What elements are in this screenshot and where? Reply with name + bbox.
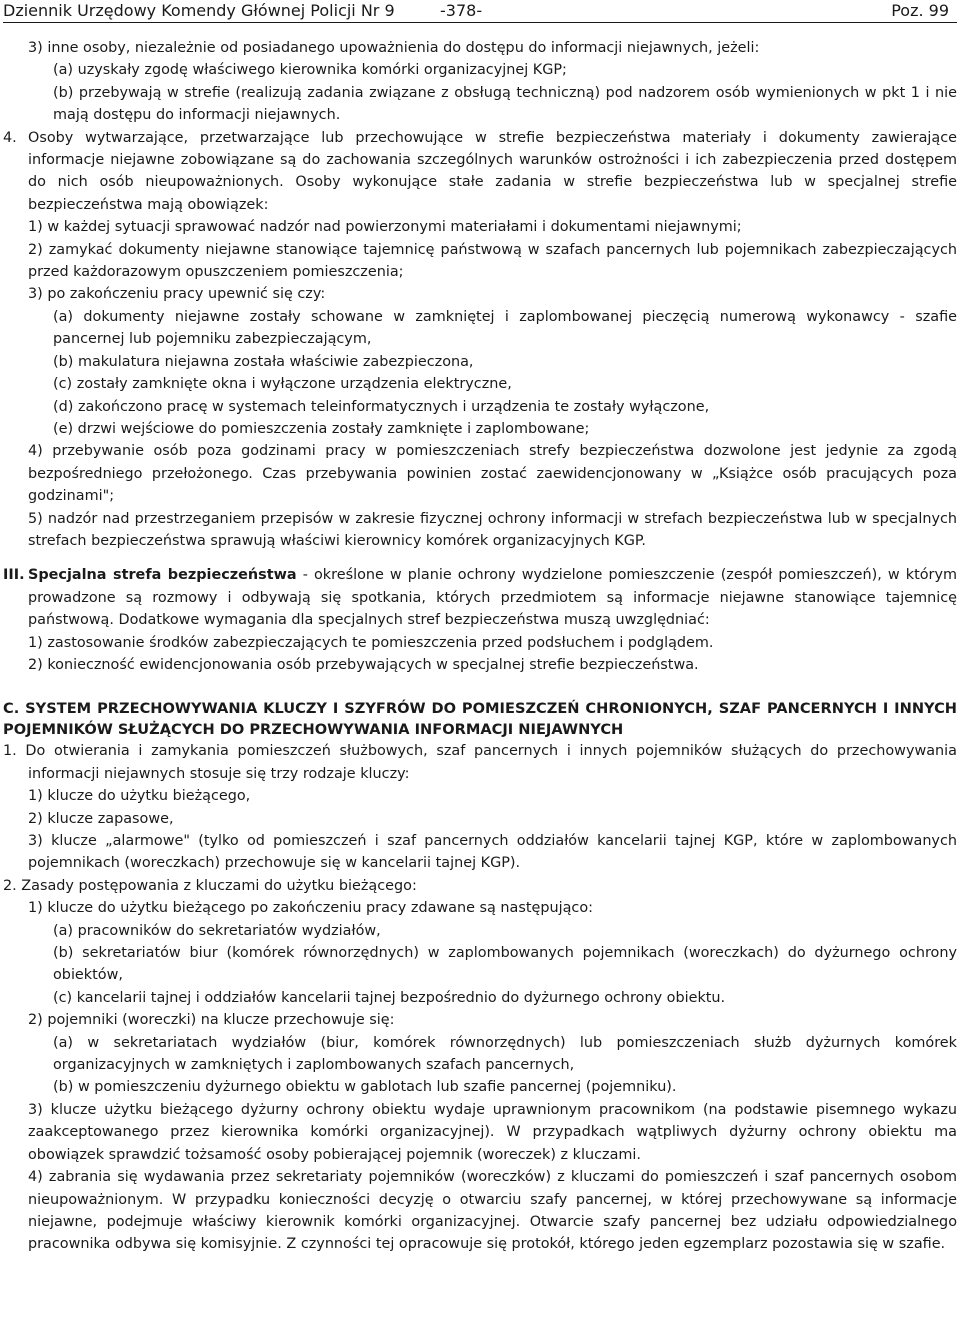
section-iii-point-1-text: 1) zastosowanie środków zabezpieczających te pomieszczenia przed podsłuchem i podglądem.: [28, 634, 714, 651]
item-4-point-3d: [3, 396, 957, 418]
item-4-point-1-text: 1) w każdej sytuacji sprawować nadzór nad powierzonymi materiałami i dokumentami niejawnymi;: [28, 219, 742, 236]
section-iii-text: - określone w planie ochrony wydzielone pomieszczenie (zespół pomieszczeń), w którym prowadzone są rozmowy i odbywają się spotkania, których przedmiotem są informacje niejawne stanowiące tajemnicę państwową. Dodatkowe wymagania dla specjalnych stref bezpieczeństwa muszą uwzględniać:: [28, 567, 957, 629]
section-iii: [3, 564, 957, 631]
section-c-item-2-1c-text: (c) kancelarii tajnej i oddziałów kancelarii tajnej bezpośrednio do dyżurnego ochrony obiektu.: [53, 989, 726, 1006]
item-4-point-4: [3, 440, 957, 507]
item-4-point-2: [3, 239, 957, 284]
item-4-point-3: [3, 283, 957, 305]
item-3-a-text: (a) uzyskały zgodę właściwego kierownika komórki organizacyjnej KGP;: [53, 62, 567, 79]
section-c-item-2-2b-text: (b) w pomieszczeniu dyżurnego obiektu w gablotach lub szafie pancernej (pojemniku).: [53, 1079, 677, 1096]
section-c-item-2-1b-text: (b) sekretariatów biur (komórek równorzędnych) w zaplombowanych pojemnikach (woreczkach) do dyżurnego ochrony obiektów,: [53, 945, 957, 984]
item-4-point-4-text: 4) przebywanie osób poza godzinami pracy w pomieszczeniach strefy bezpieczeństwa dozwolone jest jedynie za zgodą bezpośredniego przełożonego. Czas przebywania powinien zostać zaewidencjonowany w „Książce osób pracujących poza godzinami";: [28, 443, 957, 505]
section-iii-label: III.: [3, 567, 25, 584]
section-c-item-2-1c: [3, 987, 957, 1009]
section-c-item-1-3: [3, 830, 957, 875]
item-4: [3, 127, 957, 217]
section-c-item-1-1-text: 1) klucze do użytku bieżącego,: [28, 788, 251, 805]
section-c-item-2-2: [3, 1009, 957, 1031]
position-number: Poz. 99: [891, 1, 949, 20]
item-4-label: 4.: [3, 129, 17, 146]
spacer: [3, 552, 957, 564]
item-4-point-3c-text: (c) zostały zamknięte okna i wyłączone urządzenia elektryczne,: [53, 376, 512, 393]
section-c-heading-text: C. SYSTEM PRZECHOWYWANIA KLUCZY I SZYFRÓW DO POMIESZCZEŃ CHRONIONYCH, SZAF PANCERNYCH I INNYCH POJEMNIKÓW SŁUŻĄCYCH DO PRZECHOWYWANIA INFORMACJI NIEJAWNYCH: [3, 700, 957, 739]
item-4-point-5: [3, 508, 957, 553]
section-c-item-2-4: [3, 1166, 957, 1256]
item-3-b: [3, 82, 957, 127]
section-c-item-2-2a-text: (a) w sekretariatach wydziałów (biur, komórek równorzędnych) lub pomieszczeniach służb dyżurnych komórek organizacyjnych w zamkniętych i zaplombowanych szafach pancernych,: [53, 1034, 957, 1074]
section-c-item-2-2-text: 2) pojemniki (woreczki) na klucze przechowuje się:: [28, 1012, 395, 1029]
item-4-point-3d-text: (d) zakończono pracę w systemach teleinformatycznych i urządzenia te zostały wyłączone,: [53, 398, 710, 415]
section-c-item-2-4-text: 4) zabrania się wydawania przez sekretariaty pojemników (woreczków) z kluczami do pomieszczeń i szaf pancernych osobom nieupoważnionym. W przypadku konieczności decyzję o otwarciu szafy pancernej, w której przechowywane są informacje niejawne, podejmuje właściwy kierownik komórki organizacyjnej. Otwarcie szafy pancernej bez udziału odpowiedzialnego pracownika odbywa się komisyjnie. Z czynności tej opracowuje się protokół, którego jeden egzemplarz pozostawia się w szafie.: [28, 1169, 957, 1253]
item-4-point-3b: [3, 351, 957, 373]
item-3-b-text: (b) przebywają w strefie (realizują zadania związane z obsługą techniczną) pod nadzorem osób wymienionych w pkt 1 i nie mają dostępu do informacji niejawnych.: [53, 84, 957, 124]
section-iii-point-1: [3, 632, 957, 654]
item-4-text: Osoby wytwarzające, przetwarzające lub przechowujące w strefie bezpieczeństwa materiały i dokumenty zawierające informacje niejawne zobowiązane są do zachowania szczególnych warunków ostrożności i ich zabezpieczenia przed dostępem do nich osób nieupoważnionych. Osoby wykonujące stałe zadania w strefie bezpieczeństwa lub w specjalnej strefie bezpieczeństwa mają obowiązek:: [28, 129, 957, 213]
section-c-item-2-2b: [3, 1076, 957, 1098]
section-c-item-1-2-text: 2) klucze zapasowe,: [28, 810, 174, 827]
item-3-a: [3, 59, 957, 81]
item-4-point-3e: [3, 418, 957, 440]
item-4-point-3c: [3, 373, 957, 395]
section-iii-point-2-text: 2) konieczność ewidencjonowania osób przebywających w specjalnej strefie bezpieczeństwa.: [28, 656, 699, 673]
section-c-heading: [3, 698, 957, 740]
section-c-item-2-3-text: 3) klucze użytku bieżącego dyżurny ochrony obiektu wydaje uprawnionym pracownikom (na podstawie pisemnego wykazu zaakceptowanego przez kierownika komórki organizacyjnej). W przypadkach wątpliwych dyżurny ochrony obiektu ma obowiązek sprawdzić tożsamość osoby pobierającej pojemnik (woreczek) z kluczami.: [28, 1101, 957, 1163]
item-4-point-1: [3, 216, 957, 238]
section-c-item-2: [3, 875, 957, 897]
page-header: [3, 0, 957, 23]
page-number: -378-: [440, 1, 483, 20]
item-4-point-3b-text: (b) makulatura niejawna została właściwie zabezpieczona,: [53, 353, 474, 370]
section-c-item-2-2a: [3, 1032, 957, 1077]
item-4-point-3-text: 3) po zakończeniu pracy upewnić się czy:: [28, 286, 326, 303]
item-4-point-3e-text: (e) drzwi wejściowe do pomieszczenia zostały zamknięte i zaplombowane;: [53, 420, 590, 437]
journal-title: Dziennik Urzędowy Komendy Głównej Policji Nr 9: [3, 1, 395, 20]
section-c-item-2-1a: [3, 920, 957, 942]
spacer: [3, 676, 957, 698]
item-4-point-3a-text: (a) dokumenty niejawne zostały schowane w zamkniętej i zaplombowanej pieczęcią numerową wykonawcy - szafie pancernej lub pojemniku zabezpieczającym,: [53, 308, 957, 348]
section-c-item-1-text: 1. Do otwierania i zamykania pomieszczeń służbowych, szaf pancernych i innych pojemników służących do przechowywania informacji niejawnych stosuje się trzy rodzaje kluczy:: [3, 743, 957, 782]
section-c-item-1: [3, 740, 957, 785]
section-c-item-1-3-text: 3) klucze „alarmowe" (tylko od pomieszczeń i szaf pancernych oddziałów kancelarii tajnej KGP, które w zaplombowanych pojemnikach (woreczkach) przechowuje się w kancelarii tajnej KGP).: [28, 833, 957, 872]
section-c-item-2-1a-text: (a) pracowników do sekretariatów wydziałów,: [53, 922, 381, 939]
section-c-item-2-text: 2. Zasady postępowania z kluczami do użytku bieżącego:: [3, 877, 417, 894]
section-iii-title: Specjalna strefa bezpieczeństwa: [28, 567, 297, 584]
section-c-item-2-1: [3, 897, 957, 919]
item-3-intro-text: 3) inne osoby, niezależnie od posiadanego upoważnienia do dostępu do informacji niejawnych, jeżeli:: [28, 40, 760, 56]
section-c-item-2-3: [3, 1099, 957, 1166]
item-4-point-2-text: 2) zamykać dokumenty niejawne stanowiące tajemnicę państwową w szafach pancernych lub pojemnikach zabezpieczających przed każdorazowym opuszczeniem pomieszczenia;: [28, 241, 957, 281]
section-iii-point-2: [3, 654, 957, 676]
section-c-item-2-1b: [3, 942, 957, 987]
section-c-item-2-1-text: 1) klucze do użytku bieżącego po zakończeniu pracy zdawane są następująco:: [28, 900, 594, 917]
item-3-intro: [3, 37, 957, 59]
section-c-item-1-2: [3, 808, 957, 830]
item-4-point-3a: [3, 306, 957, 351]
item-4-point-5-text: 5) nadzór nad przestrzeganiem przepisów w zakresie fizycznej ochrony informacji w strefach bezpieczeństwa lub w specjalnych strefach bezpieczeństwa sprawują właściwi kierownicy komórek organizacyjnych KGP.: [28, 510, 957, 549]
section-c-item-1-1: [3, 785, 957, 807]
